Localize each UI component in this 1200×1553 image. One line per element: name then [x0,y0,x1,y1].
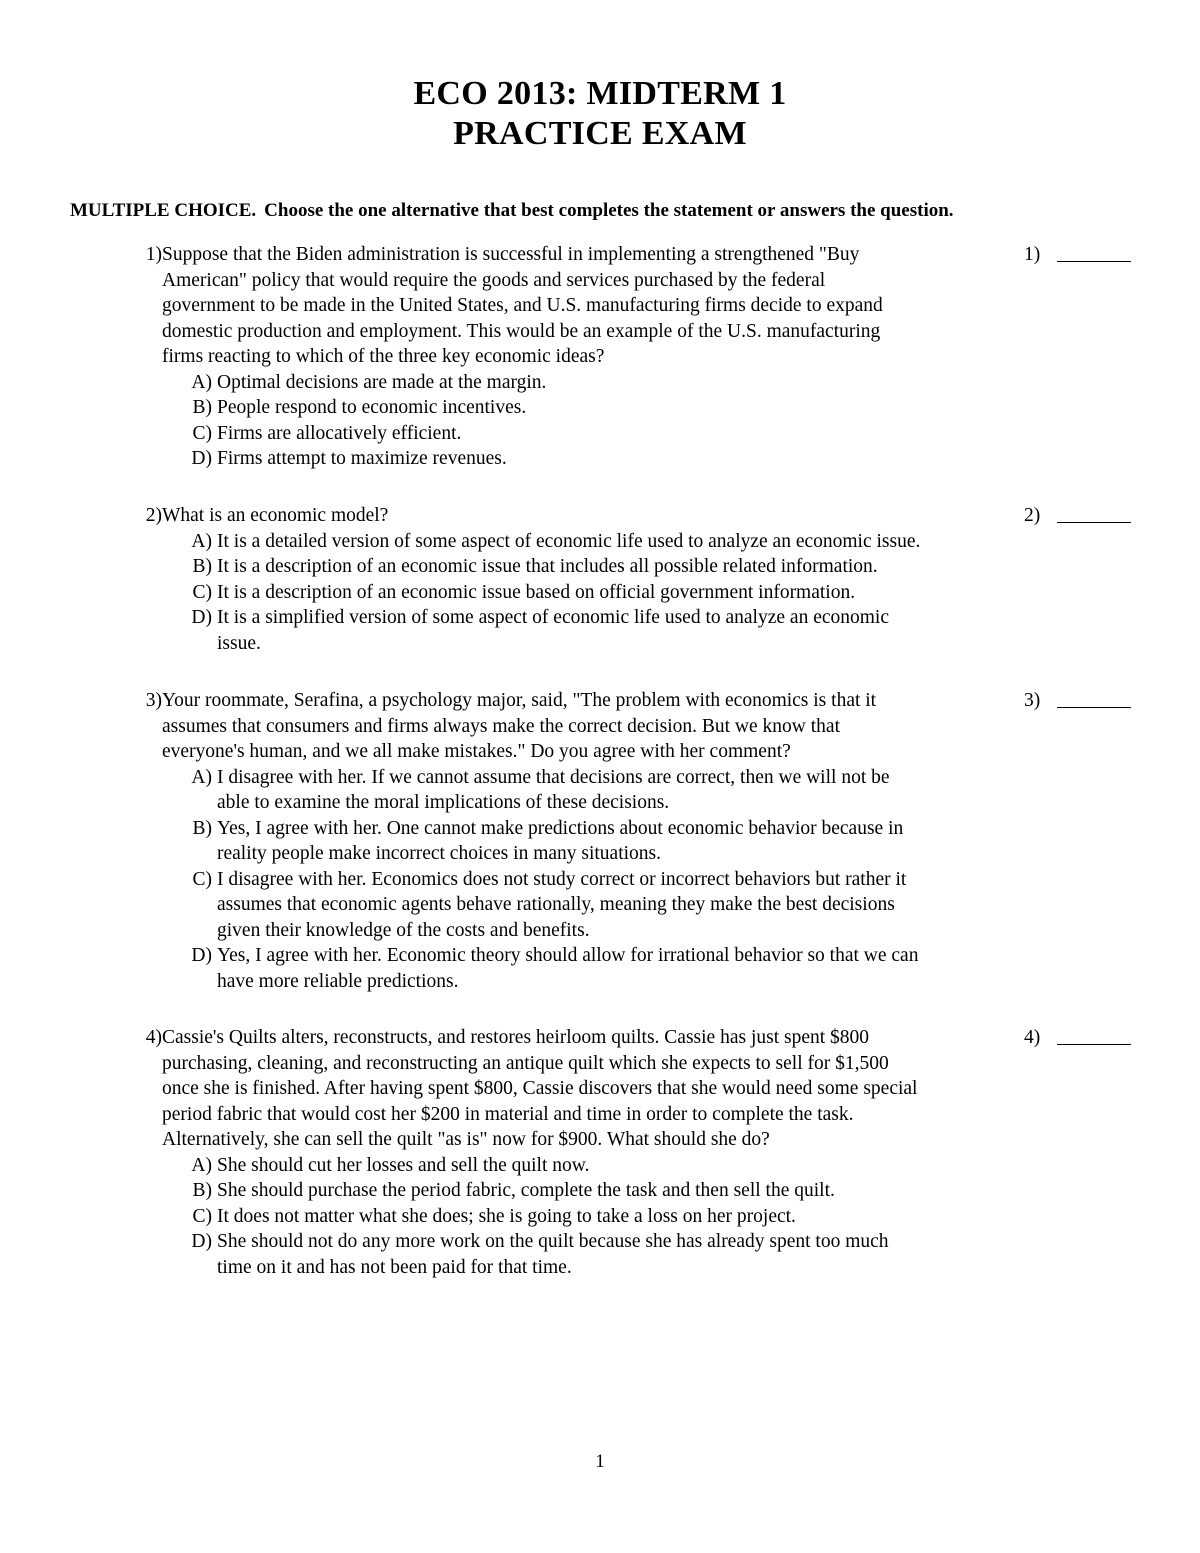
choice-letter: B) [192,1180,212,1201]
choice-c [162,580,1012,606]
choice-a [162,1153,1012,1179]
stem-line: Cassie's Quilts alters, reconstructs, and restores heirloom quilts. Cassie has just spent $800 [162,1027,870,1048]
choice-letter: C) [192,422,212,444]
choice-letter: B) [192,817,212,839]
stem-line: once she is finished. After having spent $800, Cassie discovers that she would need some special [162,1078,918,1099]
choice-d [162,1229,1012,1280]
stem-line: Your roommate, Serafina, a psychology major, said, "The problem with economics is that it [162,690,877,711]
stem-line: What is an economic model? [162,505,389,526]
choice-text: I disagree with her. Economics does not study correct or incorrect behaviors but rather it [217,868,907,890]
choice-text: issue. [217,632,261,654]
question-number: 4) [145,1027,162,1048]
choice-letter: B) [192,397,212,418]
choice-c [162,1204,1012,1230]
answer-choices [162,765,1012,995]
section-heading: MULTIPLE CHOICE. [70,200,257,221]
question-number: 1) [145,244,162,265]
instructions-text: Choose the one alternative that best completes the statement or answers the question. [264,200,954,221]
choice-a [162,765,1012,816]
choice-text: It is a description of an economic issue based on official government information. [217,581,856,603]
choice-letter: A) [191,766,212,788]
stem-line: period fabric that would cost her $200 in material and time in order to complete the task. [162,1103,854,1125]
choice-d [162,605,1012,656]
answer-choices [162,529,1012,657]
choice-text: Yes, I agree with her. One cannot make predictions about economic behavior because in [217,817,904,839]
question-stem [162,503,1012,529]
choice-d [162,943,1012,994]
choice-letter: C) [192,868,212,890]
choice-b [162,1178,1012,1204]
choice-text: reality people make incorrect choices in many situations. [217,843,662,864]
choice-letter: A) [191,371,212,393]
answer-label: 2) [1024,505,1041,526]
choice-text: It is a detailed version of some aspect of economic life used to analyze an economic issue. [217,530,921,552]
choice-letter: A) [191,1154,212,1176]
exam-subtitle: PRACTICE EXAM [453,115,747,152]
choice-text: It does not matter what she does; she is going to take a loss on her project. [217,1205,796,1227]
answer-blank[interactable] [1057,707,1131,708]
stem-line: American" policy that would require the goods and services purchased by the federal [162,269,826,291]
choice-letter: D) [191,448,212,469]
choice-text: People respond to economic incentives. [217,397,527,418]
stem-line: government to be made in the United States, and U.S. manufacturing firms decide to expand [162,295,883,316]
question-stem [162,688,1012,765]
choice-text: given their knowledge of the costs and benefits. [217,919,590,941]
choice-b [162,395,1012,421]
answer-blank[interactable] [1057,261,1131,262]
choice-text: I disagree with her. If we cannot assume that decisions are correct, then we will not be [217,766,890,788]
answer-label: 3) [1024,690,1041,711]
question-stem [162,1025,1012,1153]
answer-blank[interactable] [1057,1044,1131,1045]
choice-letter: D) [191,607,212,628]
choice-text: have more reliable predictions. [217,970,459,992]
question-stem [162,242,1012,370]
choice-text: She should not do any more work on the quilt because she has already spent too much [217,1231,889,1252]
stem-line: firms reacting to which of the three key economic ideas? [162,346,605,367]
choice-b [162,816,1012,867]
choice-text: Firms are allocatively efficient. [217,422,462,444]
choice-text: She should purchase the period fabric, complete the task and then sell the quilt. [217,1180,835,1201]
choice-c [162,421,1012,447]
choice-d [162,446,1012,472]
answer-choices [162,370,1012,472]
choice-c [162,867,1012,944]
stem-line: Suppose that the Biden administration is successful in implementing a strengthened "Buy [162,244,860,265]
choice-letter: B) [192,556,212,577]
choice-text: Optimal decisions are made at the margin. [217,371,547,393]
stem-line: domestic production and employment. This would be an example of the U.S. manufacturing [162,320,881,342]
answer-blank[interactable] [1057,522,1131,523]
answer-choices [162,1153,1012,1281]
choice-letter: C) [192,581,212,603]
stem-line: assumes that consumers and firms always make the correct decision. But we know that [162,715,840,737]
answer-label: 1) [1024,244,1041,265]
choice-a [162,529,1012,555]
choice-text: able to examine the moral implications of these decisions. [217,792,670,813]
choice-text: Yes, I agree with her. Economic theory should allow for irrational behavior so that we can [217,945,919,966]
stem-line: purchasing, cleaning, and reconstructing an antique quilt which she expects to sell for $1,500 [162,1052,889,1074]
choice-text: She should cut her losses and sell the quilt now. [217,1154,590,1176]
choice-text: It is a description of an economic issue that includes all possible related information. [217,556,878,577]
question-number: 3) [145,690,162,711]
page-number: 1 [595,1451,605,1472]
choice-letter: D) [191,945,212,966]
exam-title: ECO 2013: MIDTERM 1 [413,75,787,112]
choice-a [162,370,1012,396]
stem-line: everyone's human, and we all make mistakes." Do you agree with her comment? [162,741,791,762]
choice-letter: A) [191,530,212,552]
choice-text: assumes that economic agents behave rationally, meaning they make the best decisions [217,894,895,915]
choice-letter: C) [192,1205,212,1227]
choice-letter: D) [191,1231,212,1252]
choice-b [162,554,1012,580]
choice-text: It is a simplified version of some aspect of economic life used to analyze an economic [217,607,889,628]
answer-label: 4) [1024,1027,1041,1048]
question-number: 2) [145,505,162,526]
section-instructions [70,198,1150,224]
stem-line: Alternatively, she can sell the quilt "as is" now for $900. What should she do? [162,1129,770,1150]
choice-text: Firms attempt to maximize revenues. [217,448,507,469]
choice-text: time on it and has not been paid for that time. [217,1256,572,1278]
